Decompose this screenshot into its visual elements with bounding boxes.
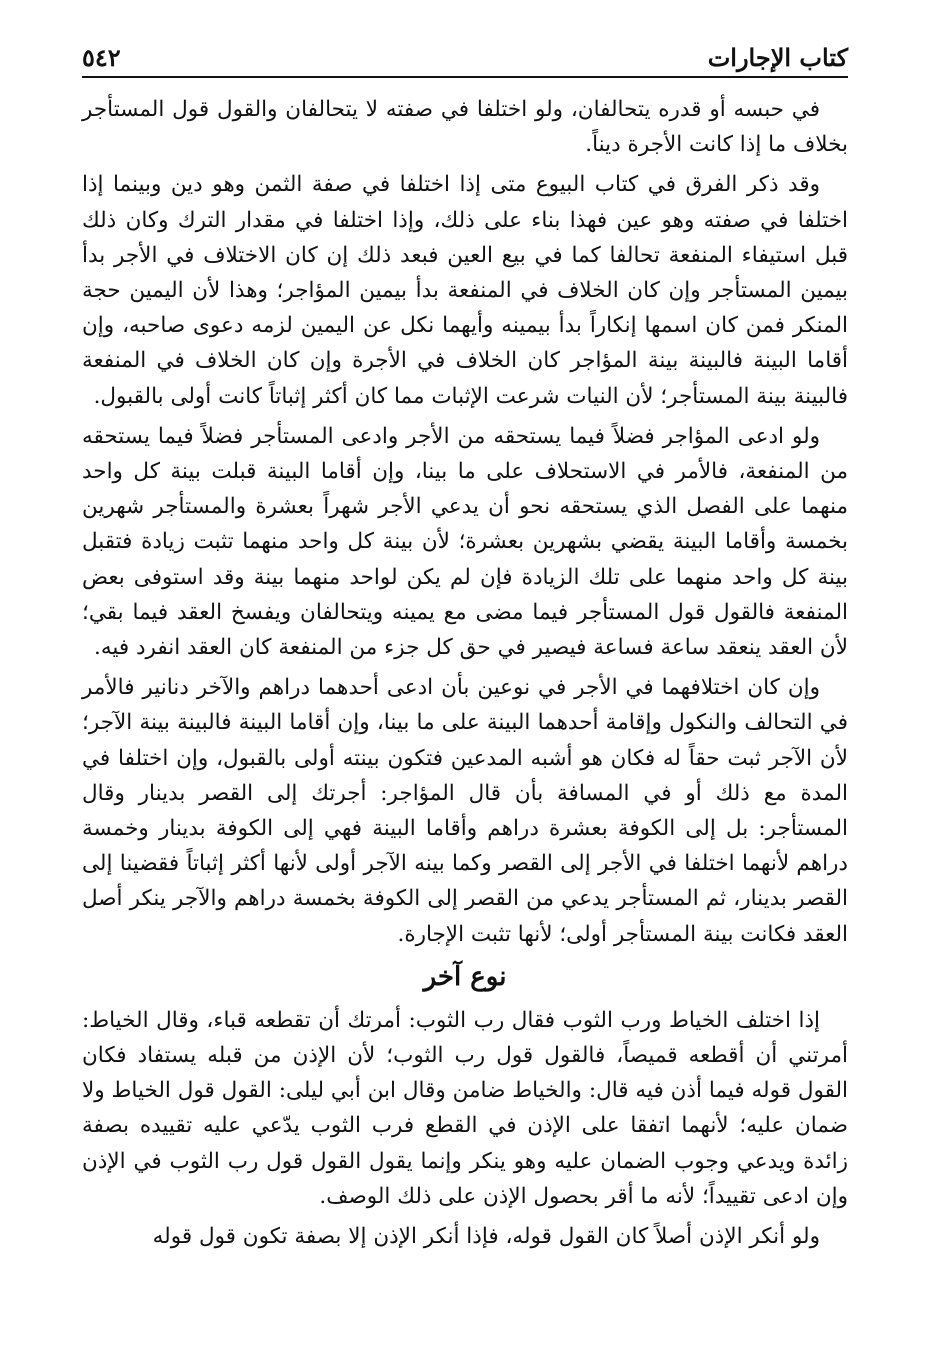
paragraph: ولو أنكر الإذن أصلاً كان القول قوله، فإذا أنكر الإذن إلا بصفة تكون قول قوله <box>152 1224 820 1250</box>
page-number: ٥٤٢ <box>82 43 121 72</box>
paragraph: في حبسه أو قدره يتحالفان، ولو اختلفا في صفته لا يتحالفان والقول قول المستأجر بخلاف ما إذا كانت الأجرة ديناً. <box>82 97 848 158</box>
paragraph: وإن كان اختلافهما في الأجر في نوعين بأن ادعى أحدهما دراهم والآخر دنانير فالأمر في التحالف والنكول وإقامة أحدهما البينة على ما بينا، وإن أقاما البينة فالبينة بينة الآجر؛ لأن الآجر ثبت حقاً له فكان هو أشبه المدعين فتكون بينته أولى بالقبول، وإن اختلفا في المدة مع ذلك أو في المسافة بأن قال المؤاجر: أجرتك إلى القصر بدينار وقال المستأجر: بل إلى الكوفة بعشرة دراهم وأقاما البينة فهي إلى الكوفة بدينار وخمسة دراهم لأنهما اختلفا في الأجر إلى القصر وكما بينه الآجر أولى لأنها أكثر إثباتاً فقضينا إلى القصر بدينار، ثم المستأجر يدعي من القصر إلى الكوفة بخمسة دراهم والآجر ينكر أصل العقد فكانت بينة المستأجر أولى؛ لأنها تثبت الإجارة. <box>82 675 848 947</box>
paragraph: ولو ادعى المؤاجر فضلاً فيما يستحقه من الأجر وادعى المستأجر فضلاً فيما يستحقه من المنفعة، فالأمر في الاستحلاف على ما بينا، وإن أقاما البينة قبلت بينة كل واحد منهما على الفصل الذي يستحقه نحو أن يدعي الأجر شهراً بعشرة والمستأجر شهرين بخمسة وأقاما البينة يقضي بشهرين بعشرة؛ لأن بينة كل واحد منهما تثبت زيادة فتقبل بينة كل واحد منهما على تلك الزيادة فإن لم يكن لواحد منهما بينة وقد استوفى بعض المنفعة فالقول قول المستأجر فيما مضى مع يمينه ويتحالفان ويفسخ العقد فيما بقي؛ لأن العقد ينعقد ساعة فساعة فيصير في حق كل جزء من المنفعة كان العقد انفرد فيه. <box>82 423 848 661</box>
page-body <box>82 92 848 1259</box>
page-header <box>82 30 848 78</box>
paragraph: وقد ذكر الفرق في كتاب البيوع متى إذا اختلفا في صفة الثمن وهو دين وبينما إذا اختلفا في صفته وهو عين فهذا بناء على ذلك، وإذا اختلفا في مقدار الترك وكان ذلك قبل استيفاء المنفعة تحالفا كما في بيع العين فبعد ذلك إن كان الاختلاف في الأجر بدأ بيمين المستأجر وإن كان الخلاف في المنفعة بدأ بيمين المؤاجر؛ وهذا لأن اليمين حجة المنكر فمن كان اسمها إنكاراً بدأ بيمينه وأيهما نكل عن اليمين لزمه دعوى صاحبه، وإن أقاما البينة فالبينة بينة المؤاجر كان الخلاف في الأجرة وإن كان الخلاف في المنفعة فالبينة بينة المستأجر؛ لأن النيات شرعت الإثبات مما كان أكثر إثباتاً كانت أولى بالقبول. <box>82 172 848 409</box>
section-heading: نوع آخر <box>423 961 507 992</box>
running-title: كتاب الإجارات <box>707 43 848 72</box>
paragraph: إذا اختلف الخياط ورب الثوب فقال رب الثوب: أمرتك أن تقطعه قباء، وقال الخياط: أمرتني أن أقطعه قميصاً، فالقول قول رب الثوب؛ لأن الإذن من قبله يستفاد فكان القول قوله فيما أذن فيه قال: والخياط ضامن وقال ابن أبي ليلى: القول قول الخياط ولا ضمان عليه؛ لأنهما اتفقا على الإذن في القطع فرب الثوب يدّعي عليه تقييده بصفة زائدة ويدعي وجوب الضمان عليه وهو ينكر وإنما يقول القول قول رب الثوب في الإذن وإن ادعى تقييداً؛ لأنه ما أقر بحصول الإذن على ذلك الوصف. <box>82 1007 848 1209</box>
